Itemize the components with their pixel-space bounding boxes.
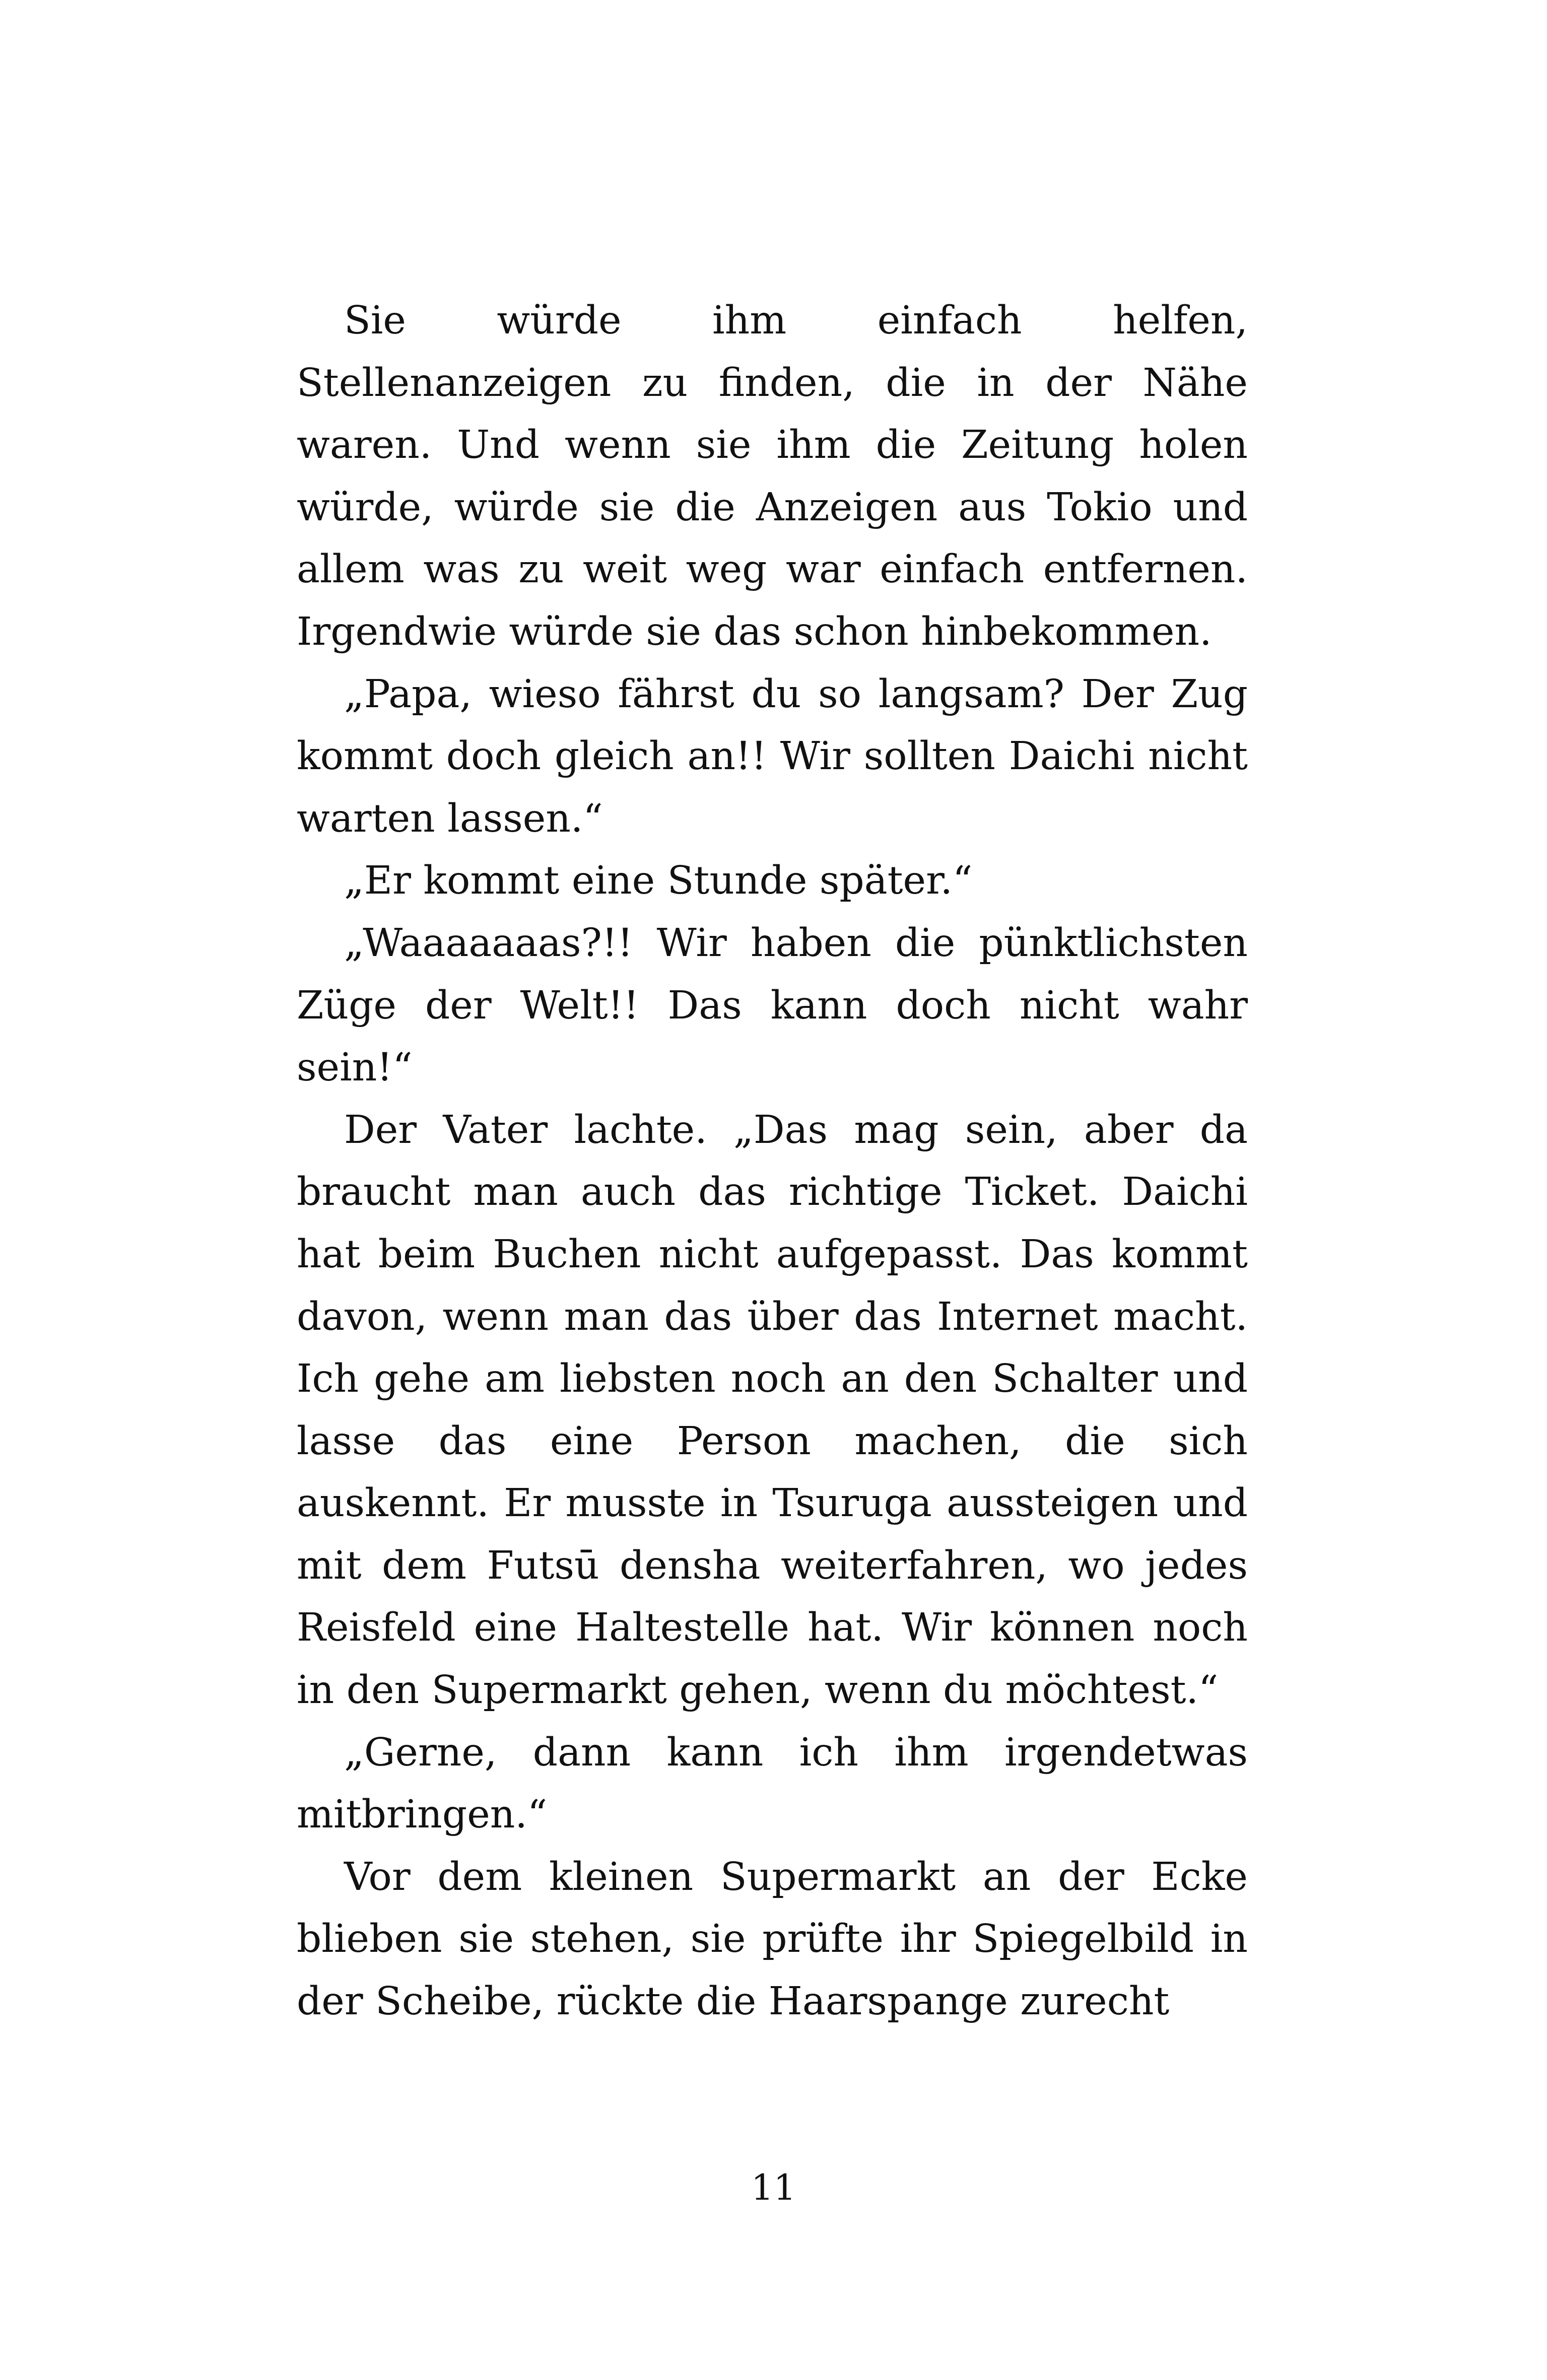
paragraph-5: Der Vater lachte. „Das mag sein, aber da braucht man auch das richtige Ticket. Daichi hat beim Buchen nicht aufgepasst. Das kommt davon, wenn man das über das Internet macht. Ich gehe am liebsten noch an den Schalter und lasse das eine Person machen, die sich auskennt. Er musste in Tsuruga aussteigen und mit dem Futsū densha weiterfahren, wo jedes Reisfeld eine Haltestelle hat. Wir können noch in den Supermarkt gehen, wenn du möchtest.“ (297, 1107, 1248, 1713)
body-text (297, 290, 1248, 2033)
paragraph-3: „Er kommt eine Stunde später.“ (344, 858, 973, 904)
paragraph-6: „Gerne, dann kann ich ihm irgendetwas mitbringen.“ (297, 1730, 1248, 1838)
paragraph-4: „Waaaaaaas?!! Wir haben die pünktlichsten Züge der Welt!! Das kann doch nicht wahr sein!“ (297, 920, 1248, 1091)
page-number: 11 (751, 2167, 796, 2208)
paragraph-7: Vor dem kleinen Supermarkt an der Ecke blieben sie stehen, sie prüfte ihr Spiegelbild in der Scheibe, rückte die Haarspange zurecht (297, 1854, 1248, 2024)
paragraph-1: Sie würde ihm einfach helfen, Stellenanzeigen zu finden, die in der Nähe waren. Und wenn sie ihm die Zeitung holen würde, würde sie die Anzeigen aus Tokio und allem was zu weit weg war einfach entfernen. Irgendwie würde sie das schon hinbekommen. (297, 298, 1248, 654)
paragraph-2: „Papa, wieso fährst du so langsam? Der Zug kommt doch gleich an!! Wir sollten Daichi nicht warten lassen.“ (297, 671, 1248, 841)
